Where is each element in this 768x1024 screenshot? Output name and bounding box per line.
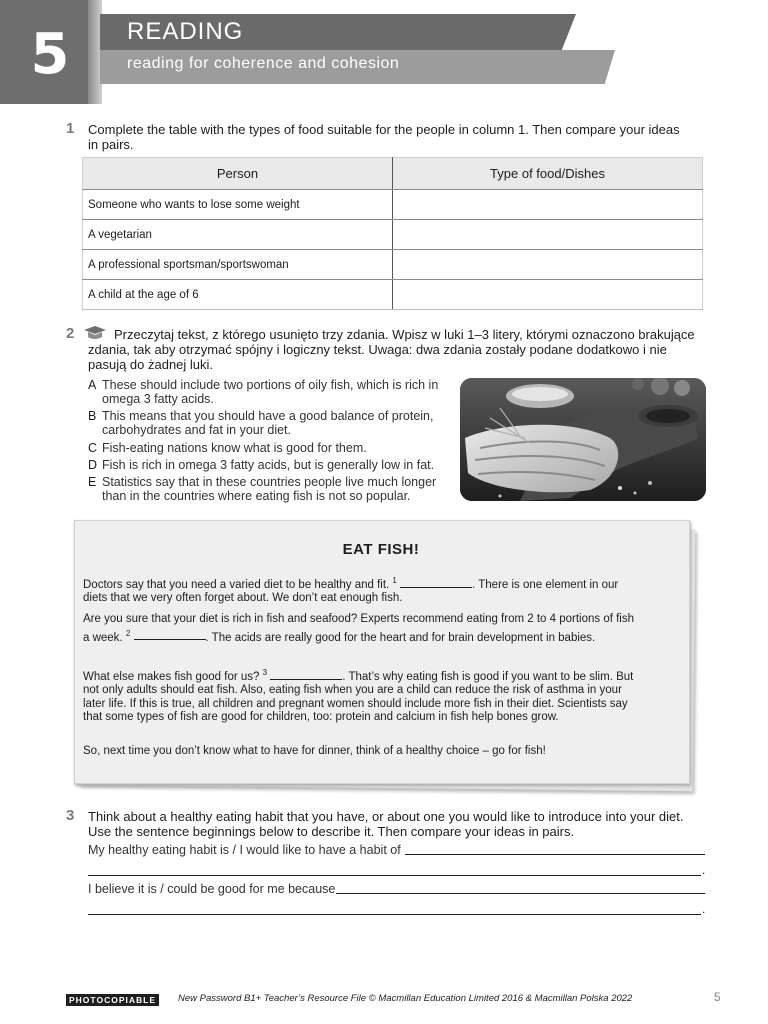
food-table (82, 157, 703, 310)
option-e (88, 475, 458, 503)
table-row (83, 220, 703, 250)
article-paragraph-2 (83, 613, 643, 645)
section-title: READING (127, 18, 244, 45)
paragraph-text: What else makes fish good for us? (83, 670, 260, 683)
article-paragraph-4: So, next time you don’t know what to have for dinner, think of a healthy choice – go for fish! (83, 745, 546, 757)
paragraph-text: . That’s why eating fish is good if you want to be slim. But not only adults should eat fish. Also, eating fish when you are a child can reduce the risk of asthma in your later life. If this is true, all children and pregnant women should include more fish in their diet. Scientists say that some types of fish are good for children, too: protein and calcium in fish help bones grow. (83, 670, 634, 724)
gap-3-blank[interactable] (270, 669, 342, 680)
person-cell: A child at the age of 6 (83, 280, 393, 310)
option-letter: C (88, 441, 98, 455)
person-cell: A professional sportsman/sportswoman (83, 250, 393, 280)
section-subtitle: reading for coherence and cohesion (127, 55, 400, 72)
table-header-row (83, 158, 703, 190)
gap-number: 2 (125, 628, 131, 638)
exercise-2-number: 2 (66, 325, 75, 342)
option-text: These should include two portions of oily fish, which is rich in omega 3 fatty acids. (102, 378, 439, 406)
option-text: Fish-eating nations know what is good for them. (102, 441, 367, 455)
exercise-1-instruction: Complete the table with the types of food suitable for the people in column 1. Then compare your ideas in pairs. (88, 122, 680, 152)
gap-1-blank[interactable] (400, 577, 472, 588)
option-letter: E (88, 475, 97, 489)
table-row (83, 280, 703, 310)
paragraph-text: . There is one element in our diets that we very often forget about. We don’t eat enough fish. (83, 578, 619, 605)
food-answer-cell[interactable] (393, 220, 703, 250)
unit-number: 5 (30, 22, 70, 87)
food-answer-cell[interactable] (393, 190, 703, 220)
gap-number: 3 (262, 668, 268, 677)
exercise-2-instruction: Przeczytaj tekst, z którego usunięto trzy zdania. Wpisz w luki 1–3 litery, którymi oznaczono brakujące zdania, tak aby otrzymać spójny i logiczny tekst. Uwaga: dwa zdania zostały podane dodatkowo i nie pasują do żadnej luki. (88, 327, 695, 372)
option-text: This means that you should have a good balance of protein, carbohydrates and fat in your diet. (102, 409, 434, 437)
table-row (83, 250, 703, 280)
exercise-3-instruction: Think about a healthy eating habit that you have, or about one you would like to introduce into your diet. Use the sentence beginnings below to describe it. Then compare your ideas in pairs. (88, 809, 684, 839)
page-number: 5 (714, 990, 721, 1004)
option-b (88, 409, 458, 437)
gap-number: 1 (392, 576, 397, 585)
paragraph-text: Are you sure that your diet is rich in fish and seafood? Experts recommend eating from 2 to 4 portions of fish a week. (83, 613, 635, 644)
option-letter: B (88, 409, 97, 423)
period-mark: . (702, 902, 706, 916)
option-text: Statistics say that in these countries people live much longer than in the countries where eating fish is not so popular. (102, 475, 437, 503)
paragraph-text: . The acids are really good for the heart and for brain development in babies. (205, 631, 596, 644)
option-letter: D (88, 458, 98, 472)
food-answer-cell[interactable] (393, 280, 703, 310)
sentence-stem-2: I believe it is / could be good for me because (88, 882, 336, 896)
article-paragraph-3 (83, 666, 643, 725)
photocopiable-badge: PHOTOCOPIABLE (66, 994, 159, 1006)
food-answer-cell[interactable] (393, 250, 703, 280)
option-c (88, 441, 458, 455)
exercise-1-number: 1 (66, 120, 75, 137)
gap-2-blank[interactable] (134, 629, 206, 640)
article-title: EAT FISH! (342, 541, 420, 558)
writing-line[interactable] (336, 893, 705, 894)
writing-line[interactable] (405, 854, 705, 855)
copyright-notice: New Password B1+ Teacher’s Resource File © Macmillan Education Limited 2016 & Macmillan Polska 2022 (178, 993, 633, 1004)
option-d (88, 458, 458, 472)
writing-line[interactable] (88, 914, 701, 915)
person-cell: Someone who wants to lose some weight (83, 190, 393, 220)
salmon-photo (460, 378, 706, 501)
writing-line[interactable] (88, 875, 701, 876)
exercise-3-number: 3 (66, 807, 75, 824)
sentence-stem-1: My healthy eating habit is / I would like to have a habit of (88, 843, 401, 857)
option-letter: A (88, 378, 97, 392)
option-a (88, 378, 458, 406)
table-row (83, 190, 703, 220)
option-text: Fish is rich in omega 3 fatty acids, but is generally low in fat. (102, 458, 435, 472)
header-food: Type of food/Dishes (393, 158, 703, 190)
person-cell: A vegetarian (83, 220, 393, 250)
header-person: Person (83, 158, 393, 190)
period-mark: . (702, 863, 706, 877)
article-paragraph-1 (83, 574, 643, 606)
paragraph-text: Doctors say that you need a varied diet to be healthy and fit. (83, 578, 390, 591)
